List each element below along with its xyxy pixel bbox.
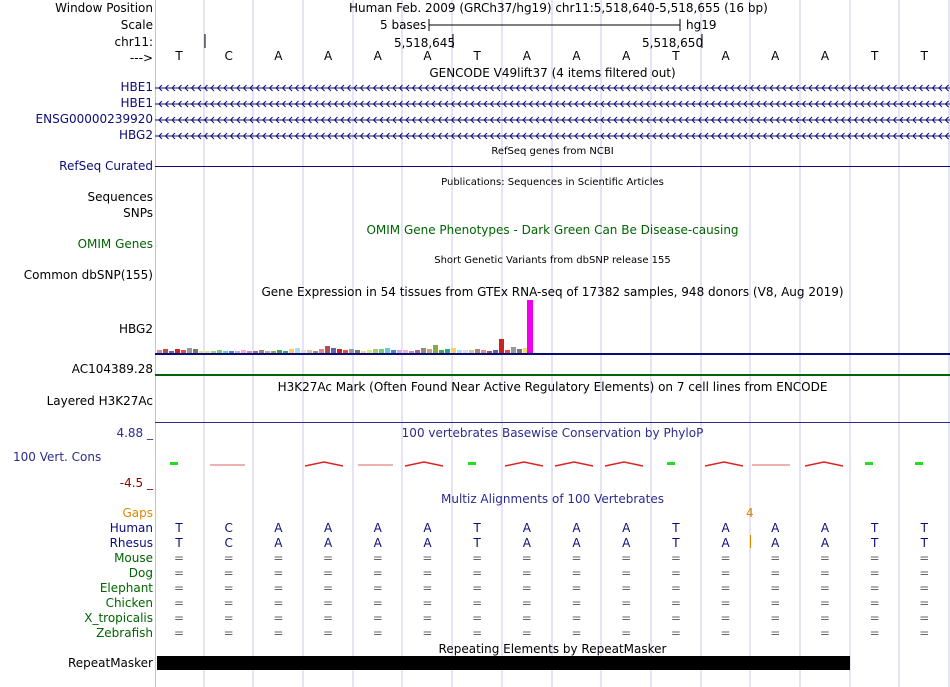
gtex-tissue-bar[interactable] (439, 350, 444, 353)
gtex-tissue-bar[interactable] (271, 351, 276, 353)
chrom-label: chr11: (114, 35, 153, 49)
alignment-match: = (372, 551, 383, 565)
alignment-match: = (173, 566, 185, 580)
gtex-tissue-bar[interactable] (481, 350, 486, 353)
cons-segment (915, 462, 923, 465)
alignment-match: = (720, 611, 731, 625)
gtex-tissue-bar[interactable] (415, 350, 420, 353)
gtex-tissue-bar[interactable] (175, 349, 180, 353)
alignment-match: = (919, 566, 930, 580)
alignment-base: A (274, 536, 283, 550)
alignment-match: = (372, 626, 383, 640)
cons-segment (170, 462, 178, 465)
cons-segment (555, 462, 593, 466)
base-12: A (771, 49, 780, 63)
alignment-match: = (223, 611, 234, 625)
cons-max-label: 4.88 _ (116, 426, 153, 440)
gtex-tissue-bar[interactable] (367, 350, 372, 353)
alignment-match: = (770, 626, 781, 640)
alignment-match: = (323, 581, 334, 595)
gtex-tissue-bar[interactable] (493, 350, 498, 353)
alignment-match: = (720, 551, 731, 565)
gtex-tissue-bar[interactable] (385, 348, 390, 353)
alignment-match: = (670, 551, 681, 565)
alignment-match: = (521, 626, 532, 640)
alignment-base: A (820, 521, 830, 535)
alignment-base: A (423, 521, 432, 535)
gtex-tissue-bar[interactable] (355, 350, 360, 353)
cons-min-label: -4.5 _ (119, 476, 153, 490)
gtex-tissue-bar[interactable] (163, 349, 168, 353)
gtex-tissue-bar[interactable] (451, 348, 456, 353)
base-14: T (870, 49, 879, 63)
alignment-match: = (919, 626, 930, 640)
alignment-match: = (770, 611, 781, 625)
omim-title: OMIM Gene Phenotypes - Dark Green Can Be Disease-causing (366, 223, 739, 237)
alignment-base: A (771, 536, 780, 550)
alignment-match: = (819, 566, 830, 580)
alignment-match: = (173, 626, 185, 640)
gtex-tissue-bar[interactable] (211, 351, 216, 353)
gtex-tissue-bar[interactable] (517, 349, 522, 353)
omim-label[interactable]: OMIM Genes (77, 237, 153, 251)
alignment-match: = (770, 566, 781, 580)
dbsnp-title: Short Genetic Variants from dbSNP release 155 (434, 255, 671, 266)
alignment-match: = (869, 626, 880, 640)
base-11: A (721, 49, 730, 63)
gtex-tissue-bar[interactable] (157, 350, 162, 353)
gtex-bar-graph[interactable] (155, 298, 950, 378)
h3k27ac-baseline (155, 422, 950, 423)
alignment-match: = (521, 581, 532, 595)
alignment-match: = (869, 581, 880, 595)
gtex-tissue-bar[interactable] (403, 350, 408, 353)
alignment-match: = (223, 596, 234, 610)
alignment-match: = (273, 551, 284, 565)
window-position-value: Human Feb. 2009 (GRCh37/hg19) chr11:5,518,640-5,518,655 (16 bp) (349, 1, 768, 15)
alignment-match: = (521, 551, 532, 565)
gencode-title: GENCODE V49lift37 (4 items filtered out) (429, 66, 676, 80)
alignment-match: = (720, 626, 731, 640)
gtex-tissue-bar[interactable] (343, 350, 348, 353)
alignment-base: A (572, 536, 581, 550)
gtex-tissue-bar[interactable] (445, 349, 450, 353)
alignment-base: A (373, 521, 382, 535)
gtex-tissue-bar[interactable] (199, 351, 204, 353)
gtex-tissue-bar[interactable] (229, 351, 234, 353)
cons-segment (667, 462, 675, 465)
alignment-base: T (920, 536, 928, 550)
alignment-match: = (919, 611, 930, 625)
species-label-human[interactable]: Human (109, 521, 153, 535)
alignment-match: = (223, 581, 234, 595)
alignment-match: = (273, 581, 284, 595)
gtex-tissue-bar[interactable] (181, 350, 186, 353)
gtex-tissue-bar[interactable] (331, 348, 336, 353)
alignment-base: T (870, 521, 879, 535)
position-1: 5,518,645 (394, 36, 456, 50)
cons-segment (805, 462, 843, 466)
gtex-tissue-bar[interactable] (247, 351, 252, 353)
gtex-tissue-bar[interactable] (463, 350, 468, 353)
gtex-tissue-bar[interactable] (373, 349, 378, 353)
alignment-base: T (920, 521, 928, 535)
base-7: A (522, 49, 531, 63)
cons-segment (705, 462, 743, 466)
alignment-base: T (175, 521, 183, 535)
repeat-label[interactable]: RepeatMasker (67, 656, 153, 670)
refseq-label[interactable]: RefSeq Curated (59, 159, 153, 173)
gtex-tissue-bar[interactable] (505, 350, 510, 353)
base-1: C (224, 49, 233, 63)
alignment-base: T (473, 521, 481, 535)
gtex-tissue-bar[interactable] (337, 349, 342, 353)
base-13: A (820, 49, 830, 63)
alignment-base: T (672, 521, 680, 535)
alignment-base: A (771, 521, 780, 535)
alignment-base: T (175, 536, 183, 550)
alignment-match: = (869, 611, 880, 625)
base-5: A (423, 49, 432, 63)
species-label-mouse[interactable]: Mouse (114, 551, 153, 565)
gtex-tissue-bar[interactable] (235, 351, 240, 353)
alignment-match: = (670, 566, 681, 580)
alignment-match: = (919, 581, 930, 595)
cons-segment (405, 462, 443, 466)
base-15: T (920, 49, 928, 63)
gtex-tissue-bar[interactable] (391, 350, 396, 353)
alignment-base: A (721, 536, 730, 550)
gtex-tissue-bar[interactable] (319, 349, 324, 353)
alignment-match: = (571, 551, 582, 565)
alignment-base: C (224, 536, 233, 550)
cons-segment (305, 462, 343, 466)
gtex-title: Gene Expression in 54 tissues from GTEx RNA-seq of 17382 samples, 948 donors (V8, Aug 2019) (261, 285, 844, 299)
alignment-base: A (572, 521, 581, 535)
gap-count: 4 (746, 506, 754, 520)
alignment-match: = (670, 626, 681, 640)
scale-text: 5 bases (380, 18, 427, 32)
scale-bar (428, 17, 682, 33)
gtex-tissue-bar[interactable] (469, 350, 474, 353)
repeat-element-block[interactable] (157, 656, 850, 670)
alignment-match: = (372, 596, 383, 610)
alignment-match: = (919, 551, 930, 565)
species-label-chicken[interactable]: Chicken (105, 596, 153, 610)
scale-label: Scale (120, 18, 153, 32)
refseq-title: RefSeq genes from NCBI (491, 146, 614, 157)
gtex-tissue-bar[interactable] (169, 351, 174, 353)
alignment-base: A (622, 536, 631, 550)
alignment-base: A (373, 536, 382, 550)
gtex-tissue-bar[interactable] (427, 349, 432, 353)
alignment-match: = (472, 596, 483, 610)
cons-segment (605, 462, 643, 466)
conservation-wiggle[interactable] (155, 455, 950, 475)
alignment-match: = (223, 551, 234, 565)
gtex-tissue-bar[interactable] (409, 351, 414, 353)
alignment-base: T (870, 536, 879, 550)
gtex-tissue-bar[interactable] (349, 349, 354, 353)
alignment-match: = (819, 611, 830, 625)
gtex-tissue-bar[interactable] (325, 346, 330, 353)
pubs-title: Publications: Sequences in Scientific Articles (441, 177, 664, 188)
alignment-match: = (472, 566, 483, 580)
sequences-label[interactable]: Sequences (87, 190, 153, 204)
alignment-match: = (571, 596, 582, 610)
alignment-match: = (372, 581, 383, 595)
alignment-match: = (819, 596, 830, 610)
gtex-label-hbg2[interactable]: HBG2 (119, 322, 153, 336)
alignment-match: = (621, 551, 632, 565)
strand-label: ---> (129, 51, 153, 65)
base-0: T (175, 49, 183, 63)
alignment-match: = (869, 551, 880, 565)
gtex-tissue-bar[interactable] (283, 351, 288, 353)
alignment-match: = (621, 581, 632, 595)
gene-label-hbe1[interactable]: HBE1 (120, 80, 153, 94)
gene-label-hbe1-2[interactable]: HBE1 (120, 96, 153, 110)
alignment-match: = (323, 611, 334, 625)
alignment-match: = (173, 611, 185, 625)
gtex-tissue-bar[interactable] (313, 351, 318, 353)
alignment-match: = (472, 611, 483, 625)
gtex-tissue-bar[interactable] (421, 348, 426, 353)
alignment-match: = (323, 626, 334, 640)
alignment-match: = (422, 551, 433, 565)
alignment-base: T (672, 536, 680, 550)
alignment-match: = (173, 551, 185, 565)
cons-segment (505, 462, 543, 466)
alignment-match: = (472, 626, 483, 640)
cons-label[interactable]: 100 Vert. Cons (13, 450, 102, 464)
dbsnp-label[interactable]: Common dbSNP(155) (23, 268, 153, 282)
window-position-label: Window Position (55, 1, 153, 15)
alignment-match: = (372, 566, 383, 580)
gtex-tissue-bar[interactable] (361, 351, 366, 353)
gtex-tissue-bar[interactable] (223, 351, 228, 353)
alignment-match: = (670, 596, 681, 610)
cons-title: 100 vertebrates Basewise Conservation by PhyloP (401, 426, 704, 440)
alignment-base: A (622, 521, 631, 535)
gtex-tissue-bar[interactable] (379, 349, 384, 353)
alignment-match: = (571, 626, 582, 640)
alignment-match: = (720, 596, 731, 610)
gtex-tissue-bar[interactable] (217, 350, 222, 353)
base-4: A (373, 49, 382, 63)
alignment-match: = (819, 551, 830, 565)
alignment-match: = (621, 626, 632, 640)
alignment-base: C (224, 521, 233, 535)
gtex-tissue-bar[interactable] (193, 349, 198, 353)
alignment-match: = (621, 566, 632, 580)
base-10: T (672, 49, 680, 63)
position-2: 5,518,650 (642, 36, 704, 50)
gtex-tissue-bar[interactable] (487, 351, 492, 353)
alignment-match: = (869, 566, 880, 580)
gtex-tissue-bar[interactable] (265, 351, 270, 353)
alignment-match: = (869, 596, 880, 610)
alignment-base: T (473, 536, 481, 550)
alignment-match: = (422, 596, 433, 610)
alignment-match: = (273, 566, 284, 580)
multiz-title: Multiz Alignments of 100 Vertebrates (440, 492, 665, 506)
alignment-match: = (273, 596, 284, 610)
alignment-match: = (223, 566, 234, 580)
gtex-tissue-bar[interactable] (187, 348, 192, 353)
base-6: T (473, 49, 481, 63)
base-8: A (572, 49, 581, 63)
alignment-base: A (522, 521, 531, 535)
species-label-x_tropicalis[interactable]: X_tropicalis (84, 611, 153, 625)
cons-segment (468, 462, 476, 465)
alignment-match: = (521, 596, 532, 610)
alignment-base: A (423, 536, 432, 550)
h3k27ac-title: H3K27Ac Mark (Often Found Near Active Regulatory Elements) on 7 cell lines from ENCODE (277, 380, 828, 394)
species-label-dog[interactable]: Dog (128, 566, 153, 580)
alignment-match: = (372, 611, 383, 625)
alignment-match: = (422, 611, 433, 625)
alignment-match: = (919, 596, 930, 610)
alignment-match: = (571, 611, 582, 625)
alignment-match: = (621, 596, 632, 610)
base-9: A (622, 49, 631, 63)
gtex-tissue-bar[interactable] (457, 350, 462, 353)
alignment-match: = (323, 551, 334, 565)
alignment-base: A (522, 536, 531, 550)
cons-segment (865, 462, 873, 465)
gtex-tissue-bar[interactable] (475, 349, 480, 353)
alignment-match: = (770, 596, 781, 610)
snps-label[interactable]: SNPs (123, 206, 153, 220)
alignment-match: = (323, 596, 334, 610)
alignment-match: = (422, 581, 433, 595)
alignment-match: = (770, 551, 781, 565)
species-label-rhesus[interactable]: Rhesus (109, 536, 153, 550)
alignment-match: = (571, 581, 582, 595)
alignment-match: = (770, 581, 781, 595)
gtex-tissue-bar[interactable] (397, 350, 402, 353)
alignment-match: = (670, 581, 681, 595)
alignment-match: = (819, 626, 830, 640)
gap-marker (750, 535, 751, 548)
alignment-base: A (274, 521, 283, 535)
alignment-base: A (323, 521, 333, 535)
repeat-title: Repeating Elements by RepeatMasker (438, 642, 667, 656)
gene-models[interactable] (155, 80, 950, 144)
gaps-label[interactable]: Gaps (122, 506, 153, 520)
alignment-match: = (571, 566, 582, 580)
gene-label-hbg2[interactable]: HBG2 (119, 128, 153, 142)
assembly-label: hg19 (686, 18, 717, 32)
alignment-match: = (621, 611, 632, 625)
alignment-match: = (670, 611, 681, 625)
alignment-match: = (521, 611, 532, 625)
gtex-tissue-bar[interactable] (301, 350, 306, 353)
h3k27ac-label[interactable]: Layered H3K27Ac (46, 394, 153, 408)
alignment-match: = (422, 566, 433, 580)
alignment-match: = (323, 566, 334, 580)
alignment-match: = (521, 566, 532, 580)
species-label-zebrafish[interactable]: Zebrafish (96, 626, 153, 640)
alignment-match: = (223, 626, 234, 640)
alignment-match: = (273, 626, 284, 640)
alignment-base: A (820, 536, 830, 550)
gtex-tissue-bar[interactable] (499, 339, 504, 353)
alignment-match: = (173, 596, 185, 610)
gtex-tissue-bar[interactable] (289, 349, 294, 353)
alignment-match: = (472, 581, 483, 595)
gtex-tissue-bar[interactable] (307, 350, 312, 353)
gtex-tissue-bar[interactable] (295, 348, 300, 353)
alignment-match: = (472, 551, 483, 565)
refseq-gene-line[interactable] (155, 166, 950, 167)
gtex-peak-bar[interactable] (527, 300, 533, 353)
gtex-tissue-bar[interactable] (241, 350, 246, 353)
alignment-base: A (721, 521, 730, 535)
base-2: A (274, 49, 283, 63)
alignment-match: = (273, 611, 284, 625)
gtex-tissue-bar[interactable] (433, 345, 438, 353)
gtex-tissue-bar[interactable] (253, 351, 258, 353)
alignment-match: = (422, 626, 433, 640)
gtex-tissue-bar[interactable] (259, 350, 264, 353)
species-label-elephant[interactable]: Elephant (99, 581, 153, 595)
alignment-match: = (173, 581, 185, 595)
alignment-base: A (323, 536, 333, 550)
gtex-tissue-bar[interactable] (511, 347, 516, 353)
gene-label-ensg[interactable]: ENSG00000239920 (35, 112, 153, 126)
gtex-tissue-bar[interactable] (205, 351, 210, 353)
alignment-match: = (720, 581, 731, 595)
alignment-match: = (720, 566, 731, 580)
gtex-label-ac104389[interactable]: AC104389.28 (71, 362, 153, 376)
base-3: A (323, 49, 333, 63)
alignment-match: = (819, 581, 830, 595)
gtex-tissue-bar[interactable] (277, 350, 282, 353)
